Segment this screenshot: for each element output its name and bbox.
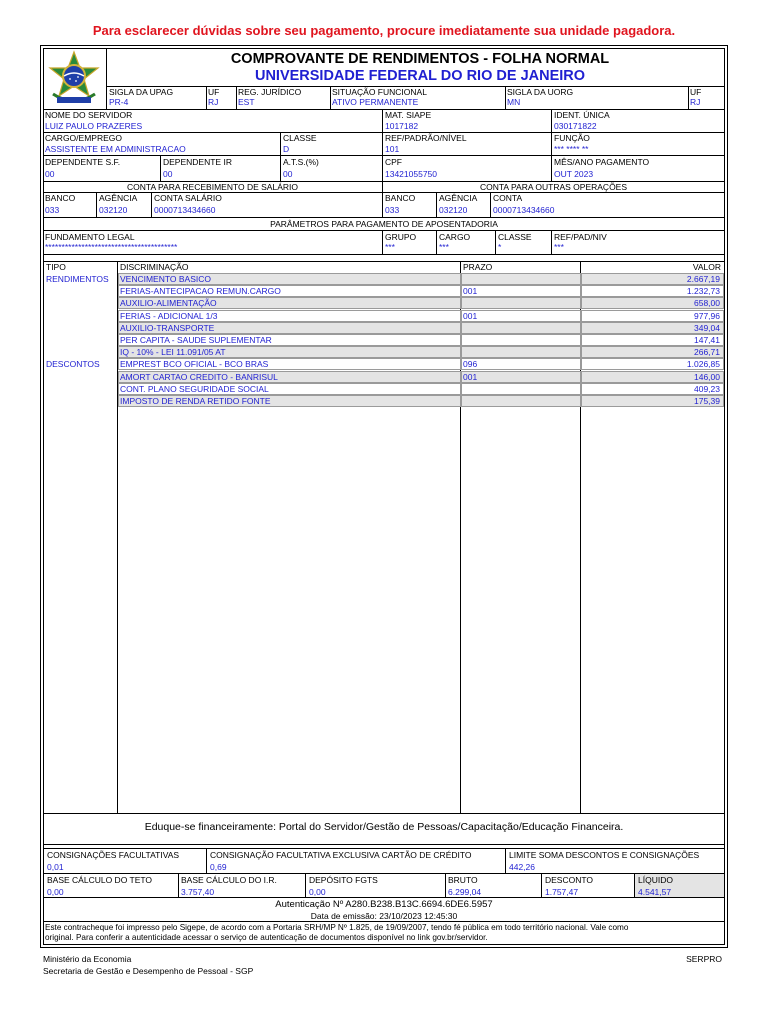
nome-servidor-value: LUIZ PAULO PRAZERES	[45, 121, 143, 131]
row-discriminacao: PER CAPITA - SAUDE SUPLEMENTAR	[118, 334, 461, 346]
table-row	[43, 273, 725, 285]
row-prazo	[461, 383, 581, 395]
cpf-label: CPF	[385, 157, 402, 167]
row-discriminacao: FERIAS - ADICIONAL 1/3	[118, 310, 461, 322]
liquido-value: 4.541,57	[638, 887, 672, 897]
row-valor: 175,39	[581, 395, 724, 407]
table-row	[43, 310, 725, 322]
row-valor: 658,00	[581, 297, 724, 309]
reg-juridico-label: REG. JURÍDICO	[238, 87, 302, 97]
classe-label: CLASSE	[283, 133, 317, 143]
row-valor: 977,96	[581, 310, 724, 322]
funcao-label: FUNÇÃO	[554, 133, 590, 143]
row-prazo	[461, 395, 581, 407]
table-row	[43, 334, 725, 346]
row-discriminacao: VENCIMENTO BASICO	[118, 273, 461, 285]
table-row	[43, 322, 725, 334]
sigla-upag-label: SIGLA DA UPAG	[109, 87, 174, 97]
liquido-label: LÍQUIDO	[638, 875, 673, 885]
base-teto-label: BASE CÁLCULO DO TETO	[47, 875, 153, 885]
row-discriminacao: IMPOSTO DE RENDA RETIDO FONTE	[118, 395, 461, 407]
row-prazo: 001	[461, 371, 581, 383]
row-valor: 146,00	[581, 371, 724, 383]
deposito-fgts-value: 0,00	[309, 887, 326, 897]
banco-outras-value: 033	[385, 205, 400, 215]
footer-ministerio: Ministério da Economia	[43, 954, 132, 964]
banco-value: 033	[45, 205, 60, 215]
funcao-value: *** **** **	[554, 144, 589, 154]
row-valor: 1.232,73	[581, 285, 724, 297]
mes-ano-pagamento-label: MÊS/ANO PAGAMENTO	[554, 157, 650, 167]
banco-label: BANCO	[45, 193, 76, 203]
conta-outras-label: CONTA	[493, 193, 523, 203]
row-prazo	[461, 346, 581, 358]
dependente-ir-value: 00	[163, 169, 173, 179]
table-row	[43, 346, 725, 358]
row-prazo: 001	[461, 310, 581, 322]
uf-value: RJ	[208, 97, 219, 107]
cargo-apos-label: CARGO	[439, 232, 471, 242]
conta-salario-label: CONTA SALÁRIO	[154, 193, 222, 203]
limite-soma-value: 442,26	[509, 862, 535, 872]
situacao-funcional-value: ATIVO PERMANENTE	[332, 97, 419, 107]
desconto-label: DESCONTO	[545, 875, 594, 885]
bruto-value: 6.299,04	[448, 887, 482, 897]
uf-uorg-label: UF	[690, 87, 702, 97]
agencia-outras-label: AGÊNCIA	[439, 193, 478, 203]
ref-pad-niv-value: ***	[554, 242, 564, 252]
aposentadoria-title: PARÂMETROS PARA PAGAMENTO DE APOSENTADORIA	[270, 219, 498, 229]
desconto-value: 1.757,47	[545, 887, 579, 897]
conta-outras-value: 0000713434660	[493, 205, 555, 215]
ident-unica-label: IDENT. ÚNICA	[554, 110, 610, 120]
limite-soma-label: LIMITE SOMA DESCONTOS E CONSIGNAÇÕES	[509, 850, 700, 860]
nome-servidor-label: NOME DO SERVIDOR	[45, 110, 133, 120]
conta-salario-title: CONTA PARA RECEBIMENTO DE SALÁRIO	[127, 182, 298, 192]
ref-padrao-label: REF/PADRÃO/NÍVEL	[385, 133, 467, 143]
conta-outras-title: CONTA PARA OUTRAS OPERAÇÕES	[479, 182, 628, 192]
col-valor-header: VALOR	[692, 262, 721, 272]
uf-label: UF	[208, 87, 220, 97]
base-ir-value: 3.757,40	[181, 887, 215, 897]
row-discriminacao: IQ - 10% - LEI 11.091/05 AT	[118, 346, 461, 358]
row-prazo	[461, 322, 581, 334]
deposito-fgts-label: DEPÓSITO FGTS	[309, 875, 378, 885]
row-valor: 2.667,19	[581, 273, 724, 285]
agencia-outras-value: 032120	[439, 205, 468, 215]
ref-padrao-value: 101	[385, 144, 400, 154]
classe-apos-value: *	[498, 242, 502, 252]
situacao-funcional-label: SITUAÇÃO FUNCIONAL	[332, 87, 427, 97]
cargo-emprego-value: ASSISTENTE EM ADMINISTRACAO	[45, 144, 186, 154]
consignacao-cartao-label: CONSIGNAÇÃO FACULTATIVA EXCLUSIVA CARTÃO DE CRÉDITO	[210, 850, 472, 860]
consignacao-cartao-value: 0,69	[210, 862, 227, 872]
row-prazo	[461, 273, 581, 285]
grupo-label: GRUPO	[385, 232, 417, 242]
mat-siape-label: MAT. SIAPE	[385, 110, 432, 120]
row-valor: 349,04	[581, 322, 724, 334]
row-prazo: 096	[461, 358, 581, 370]
row-discriminacao: EMPREST BCO OFICIAL - BCO BRAS	[118, 358, 461, 370]
table-row	[43, 371, 725, 383]
col-tipo-header: TIPO	[46, 262, 66, 272]
mat-siape-value: 1017182	[385, 121, 419, 131]
row-prazo	[461, 297, 581, 309]
legal-notice-line-1: Este contracheque foi impresso pelo Sigepe, de acordo com a Portaria SRH/MP Nº 1.825, de 19/09/2007, tendo fé pública em todo território nacional. Vale como	[45, 923, 629, 932]
autenticacao-code: Autenticação Nº A280.B238.B13C.6694.6DE6.5957	[275, 899, 493, 910]
row-tipo: DESCONTOS	[46, 359, 100, 370]
table-row	[43, 383, 725, 395]
row-discriminacao: AUXILIO-TRANSPORTE	[118, 322, 461, 334]
ident-unica-value: 030171822	[554, 121, 597, 131]
row-discriminacao: FERIAS-ANTECIPACAO REMUN.CARGO	[118, 285, 461, 297]
mes-ano-pagamento-value: OUT 2023	[554, 169, 594, 179]
ats-value: 00	[283, 169, 293, 179]
sigla-uorg-value: MN	[507, 97, 521, 107]
consignacoes-facultativas-label: CONSIGNAÇÕES FACULTATIVAS	[47, 850, 180, 860]
agencia-value: 032120	[99, 205, 128, 215]
grupo-value: ***	[385, 242, 395, 252]
row-discriminacao: AUXILIO-ALIMENTAÇÃO	[118, 297, 461, 309]
document-title: COMPROVANTE DE RENDIMENTOS - FOLHA NORMAL	[230, 51, 610, 67]
ref-pad-niv-label: REF/PAD/NIV	[554, 232, 607, 242]
ats-label: A.T.S.(%)	[283, 157, 319, 167]
base-ir-label: BASE CÁLCULO DO I.R.	[181, 875, 277, 885]
reg-juridico-value: EST	[238, 97, 255, 107]
consignacoes-facultativas-value: 0,01	[47, 862, 64, 872]
sigla-uorg-label: SIGLA DA UORG	[507, 87, 574, 97]
dependente-sf-value: 00	[45, 169, 55, 179]
table-row	[43, 285, 725, 297]
row-valor: 147,41	[581, 334, 724, 346]
cargo-emprego-label: CARGO/EMPREGO	[45, 133, 122, 143]
cpf-value: 13421055750	[385, 169, 438, 179]
uf-uorg-value: RJ	[690, 97, 701, 107]
bruto-label: BRUTO	[448, 875, 478, 885]
classe-value: D	[283, 144, 290, 154]
conta-salario-value: 0000713434660	[154, 205, 216, 215]
educacao-financeira-note: Eduque-se financeiramente: Portal do Servidor/Gestão de Pessoas/Capacitação/Educação Financeira.	[144, 821, 624, 833]
row-valor: 1.026,85	[581, 358, 724, 370]
institution-name: UNIVERSIDADE FEDERAL DO RIO DE JANEIRO	[254, 68, 586, 84]
dependente-sf-label: DEPENDENTE S.F.	[45, 157, 121, 167]
banco-outras-label: BANCO	[385, 193, 416, 203]
row-valor: 409,23	[581, 383, 724, 395]
col-discriminacao-header: DISCRIMINAÇÃO	[120, 262, 189, 272]
footer-serpro: SERPRO	[686, 954, 722, 964]
fundamento-legal-value: ****************************************	[45, 242, 178, 252]
warning-message: Para esclarecer dúvidas sobre seu pagamento, procure imediatamente sua unidade pagadora.	[92, 23, 676, 38]
legal-notice-line-2: original. Para conferir a autenticidade acessar o serviço de autenticação de documentos disponível no link gov.br/servidor.	[45, 933, 488, 942]
base-teto-value: 0,00	[47, 887, 64, 897]
col-prazo-header: PRAZO	[463, 262, 493, 272]
table-row	[43, 297, 725, 309]
classe-apos-label: CLASSE	[498, 232, 532, 242]
footer-secretaria: Secretaria de Gestão e Desempenho de Pessoal - SGP	[43, 966, 254, 976]
fundamento-legal-label: FUNDAMENTO LEGAL	[45, 232, 135, 242]
row-discriminacao: AMORT CARTAO CREDITO - BANRISUL	[118, 371, 461, 383]
row-tipo: RENDIMENTOS	[46, 274, 109, 284]
sigla-upag-value: PR-4	[109, 97, 129, 107]
row-prazo: 001	[461, 285, 581, 297]
brasao-emblem-icon	[45, 50, 103, 106]
data-emissao: Data de emissão: 23/10/2023 12:45:30	[310, 911, 458, 921]
cargo-apos-value: ***	[439, 242, 449, 252]
agencia-label: AGÊNCIA	[99, 193, 138, 203]
row-discriminacao: CONT. PLANO SEGURIDADE SOCIAL	[118, 383, 461, 395]
table-row	[43, 395, 725, 407]
table-row	[43, 358, 725, 370]
row-prazo	[461, 334, 581, 346]
row-valor: 266,71	[581, 346, 724, 358]
dependente-ir-label: DEPENDENTE IR	[163, 157, 232, 167]
